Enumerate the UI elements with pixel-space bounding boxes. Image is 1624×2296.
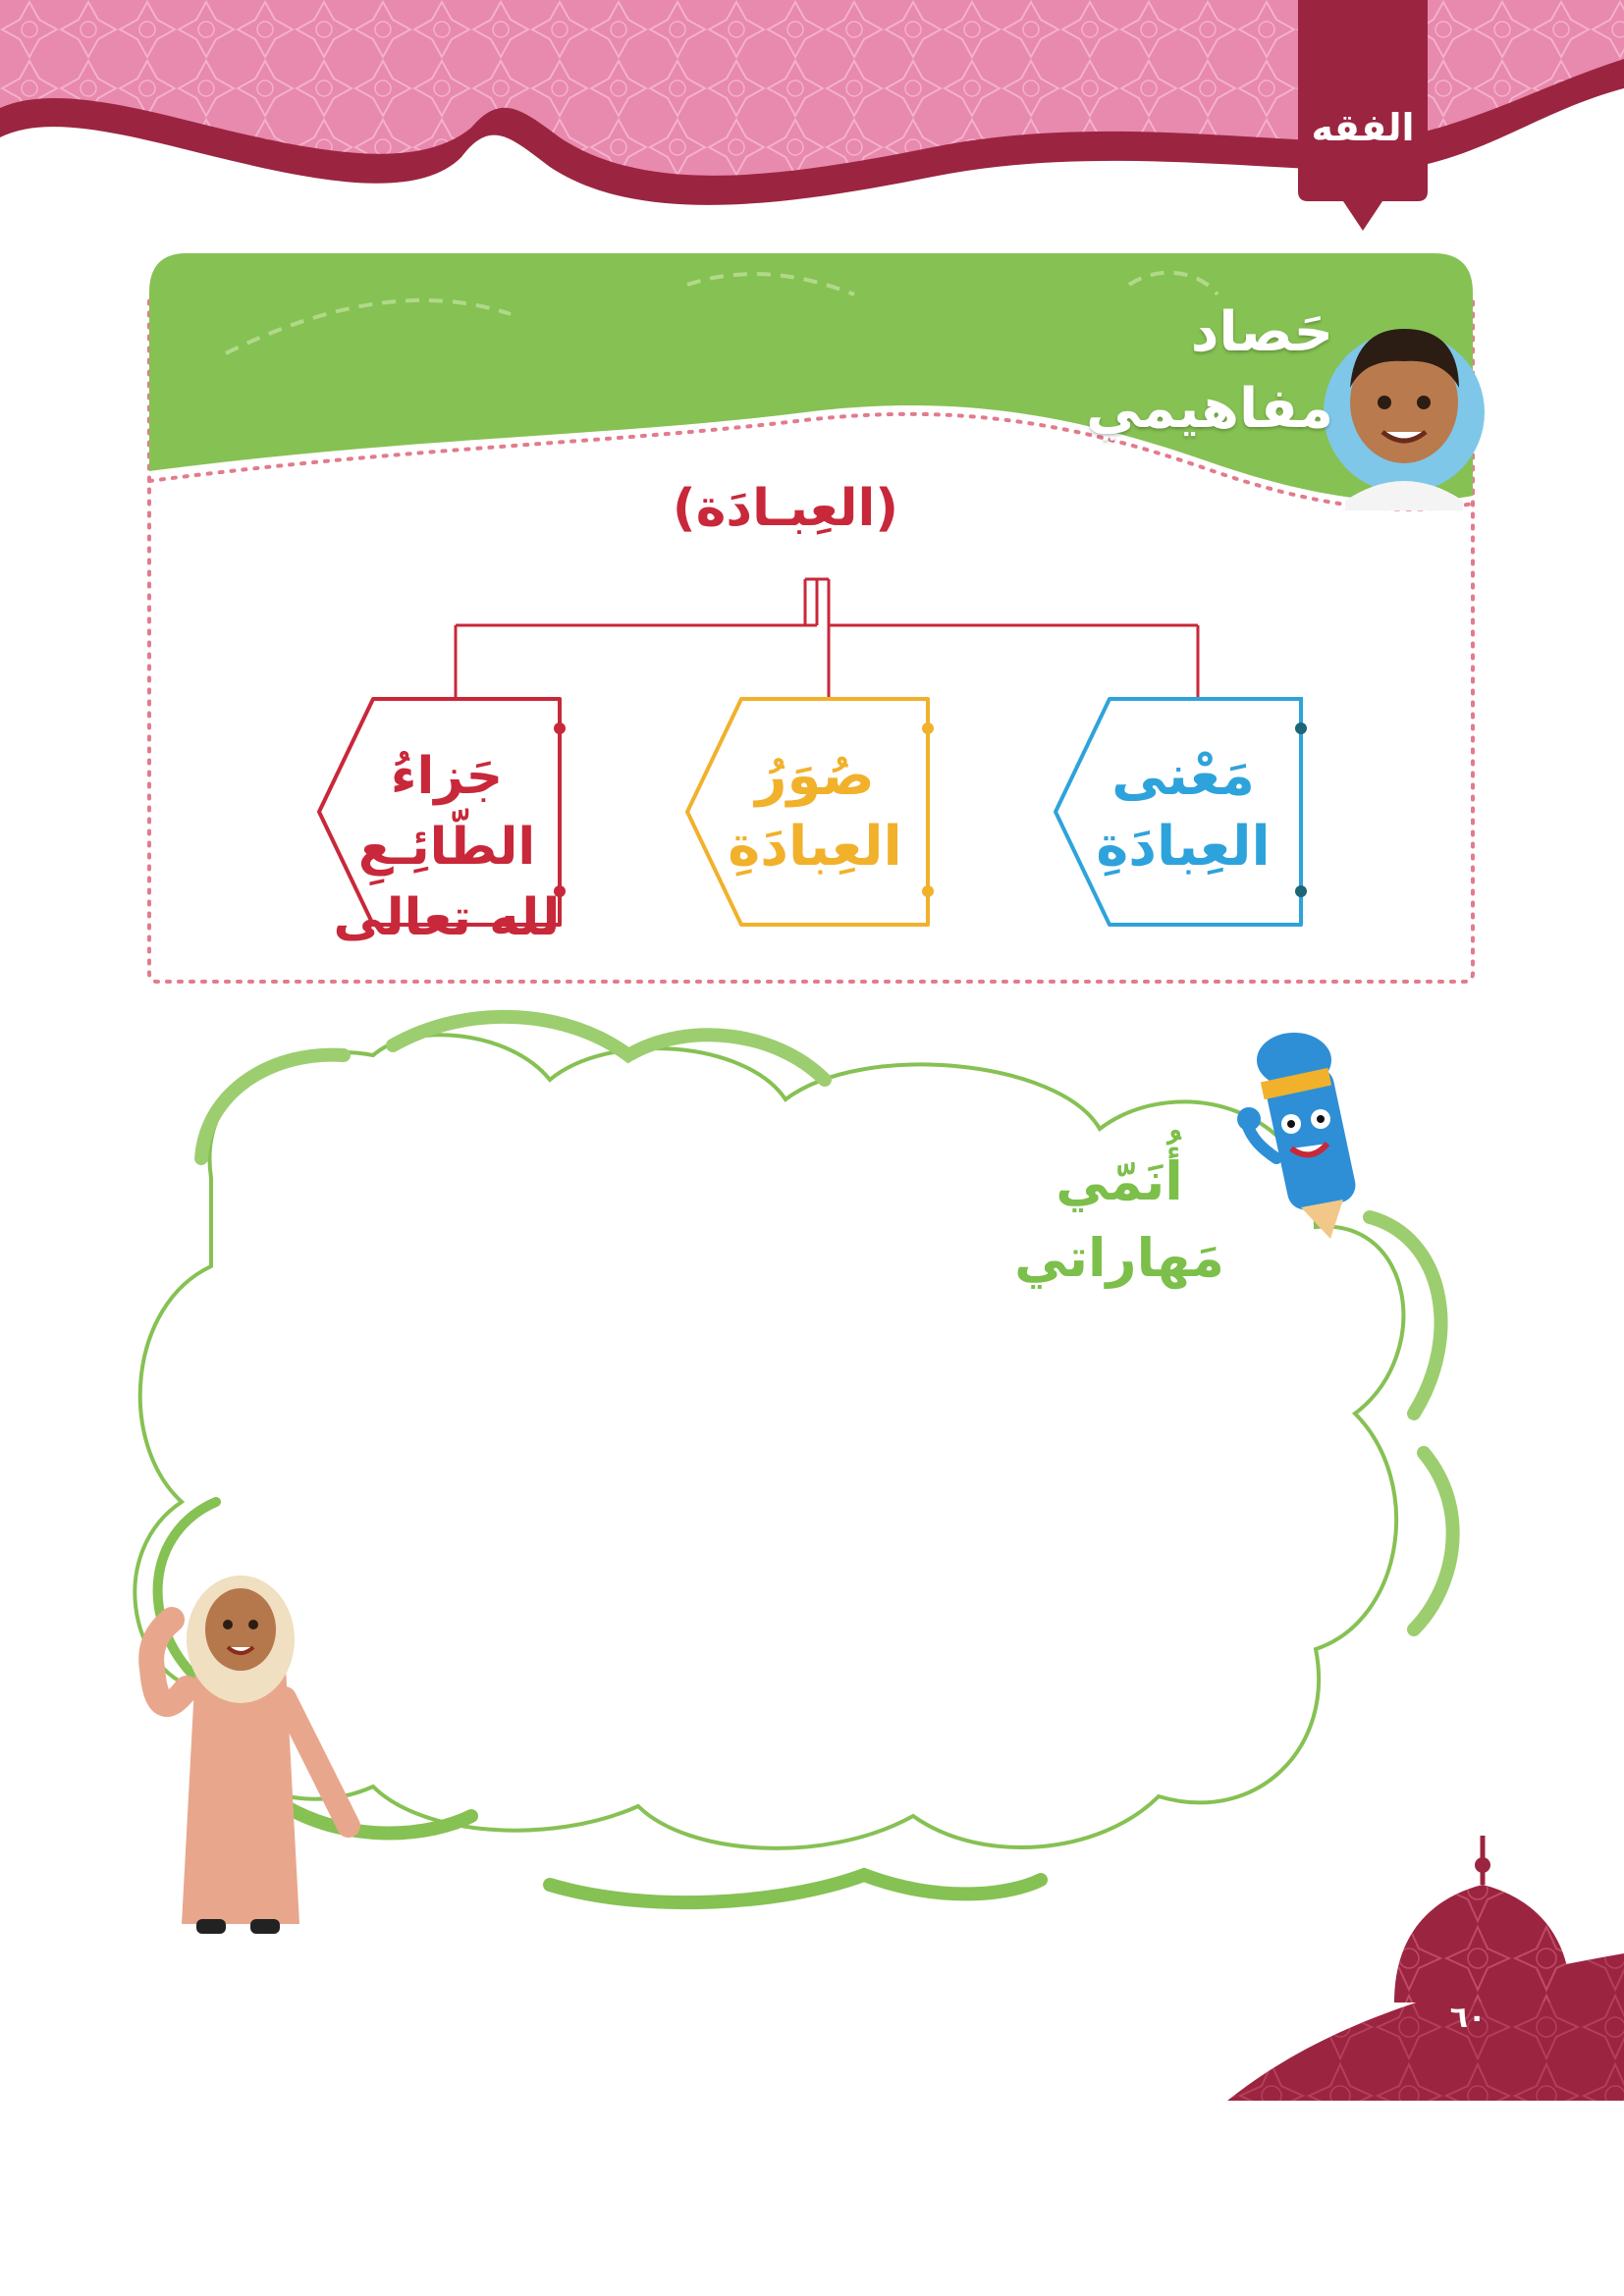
concept-box-title-line2: مفاهيمي [1086, 377, 1333, 441]
branch-reward-line2: لله تعالى [333, 888, 561, 947]
skills-title-line1: أُنَمّي [1056, 1150, 1183, 1212]
concept-box-title [1078, 294, 1333, 448]
mosque-decoration [1227, 1836, 1624, 2101]
branch-meaning [1065, 741, 1301, 882]
branch-meaning-line2: العِبادَةِ [1096, 815, 1271, 879]
branch-forms-line1: صُوَرُ [755, 744, 875, 808]
skills-title [992, 1144, 1247, 1297]
branch-reward [324, 741, 569, 953]
concept-box-title-line1: حَصاد [1190, 300, 1333, 364]
branch-forms [697, 741, 933, 882]
branch-forms-line2: العِبادَةِ [728, 815, 902, 879]
branch-meaning-line1: مَعْنى [1111, 744, 1255, 808]
tree-connectors [456, 579, 1198, 699]
skills-title-line2: مَهاراتي [1014, 1227, 1224, 1289]
branch-reward-line1: جَزاءُ الطّائِـعِ [357, 747, 536, 877]
page-number: ٦٠ [1449, 2001, 1487, 2035]
subject-label: الفقه [1311, 106, 1415, 149]
main-concept: (العِبـادَة) [672, 479, 899, 538]
